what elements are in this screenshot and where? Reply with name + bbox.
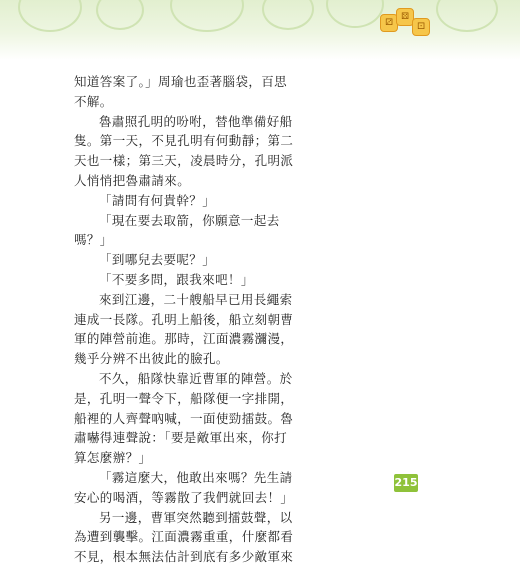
- text-line: 「不要多問，跟我來吧！」: [99, 271, 254, 287]
- text-line: 知道答案了。」周瑜也歪著腦袋，百思: [74, 74, 288, 89]
- text-line: 來到江邊，二十艘船早已用長繩索: [99, 291, 293, 307]
- text-line: 「霧這麼大，他敢出來嗎？先生請: [99, 469, 293, 485]
- text-line: 為遭到襲擊。江面濃霧重重，什麼都看: [74, 529, 294, 545]
- text-line: 安心的喝酒，等霧散了我們就回去！」: [74, 489, 294, 505]
- text-line: 是，孔明一聲令下，船隊便一字排開，: [74, 390, 294, 406]
- text-line: 不久，船隊快靠近曹軍的陣營。於: [99, 370, 293, 386]
- story-text: [74, 72, 412, 567]
- text-line: 連成一長隊。孔明上船後，船立刻朝曹: [74, 311, 294, 327]
- text-line: 「到哪兒去要呢？」: [99, 252, 216, 268]
- text-line: 不見，根本無法估計到底有多少敵軍來: [74, 549, 294, 565]
- text-line: 船裡的人齊聲吶喊，一面使勁擂鼓。魯: [74, 410, 294, 426]
- text-line: 軍的陣營前進。那時，江面濃霧瀰漫，: [74, 331, 294, 347]
- text-line: 算怎麼辦？」: [74, 450, 152, 466]
- text-line: 另一邊，曹軍突然聽到擂鼓聲，以: [99, 509, 293, 525]
- text-line: 「現在要去取箭，你願意一起去: [99, 212, 280, 228]
- decorative-swirl: [170, 0, 244, 32]
- decorative-swirl: [436, 0, 498, 32]
- text-line: 天也一樣；第三天，凌晨時分，孔明派: [74, 153, 294, 169]
- decorative-swirl: [18, 0, 82, 32]
- text-line: 肅嚇得連聲說：「要是敵軍出來，你打: [74, 430, 288, 446]
- page-number: 215: [394, 474, 418, 492]
- decorative-swirl: [262, 0, 314, 30]
- text-line: 「請問有何貴幹？」: [99, 192, 216, 208]
- text-line: 幾乎分辨不出彼此的臉孔。: [74, 351, 229, 367]
- decorative-swirl: [96, 0, 144, 30]
- text-line: 不解。: [74, 93, 113, 109]
- text-line: 魯肅照孔明的吩咐，替他準備好船: [99, 113, 293, 129]
- text-line: 隻。第一天，不見孔明有何動靜；第二: [74, 133, 294, 149]
- text-line: 人悄悄把魯肅請來。: [74, 172, 191, 188]
- header-banner: ⚂ ⚄ ⚀: [0, 0, 520, 60]
- decorative-swirl: [326, 0, 384, 28]
- text-line: 嗎？」: [74, 232, 113, 248]
